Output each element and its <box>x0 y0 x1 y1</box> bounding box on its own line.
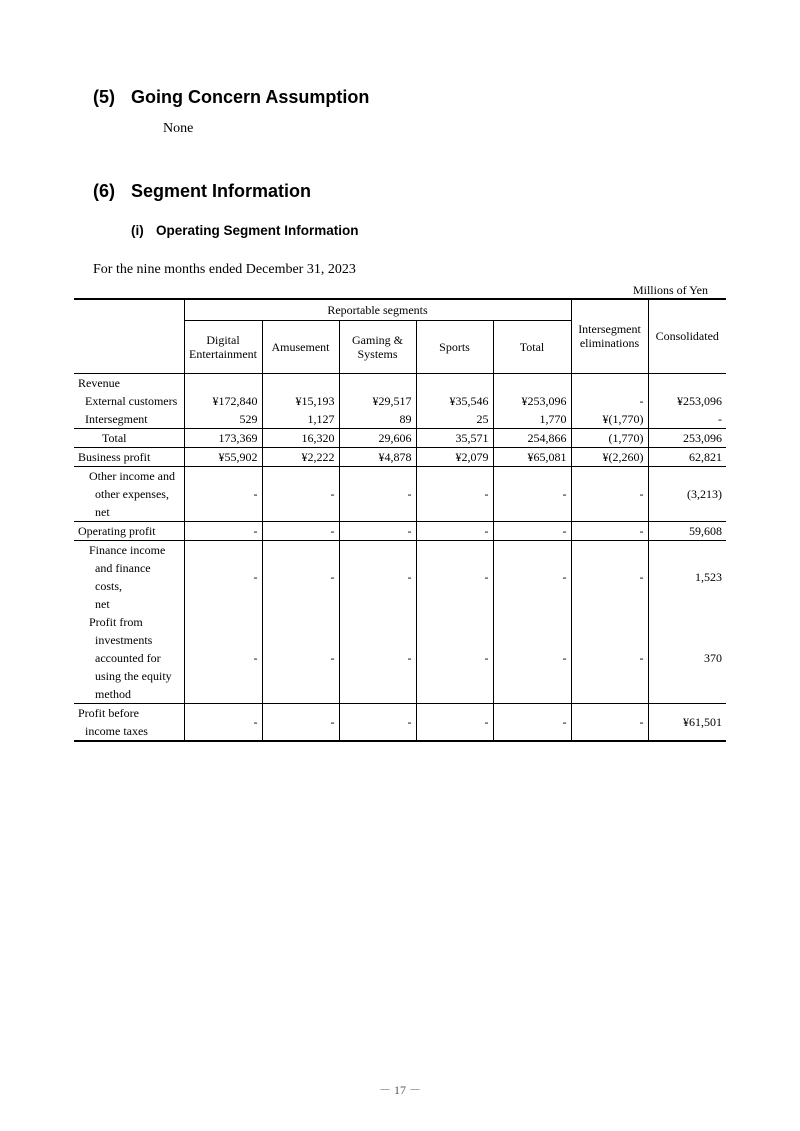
cell-value: - <box>339 521 416 540</box>
cell-value: ¥(2,260) <box>571 447 648 466</box>
cell-value: - <box>184 540 262 613</box>
subsection-number: (i) <box>131 223 144 238</box>
row-label <box>74 540 184 613</box>
cell-value: - <box>571 466 648 521</box>
row-label-line: method <box>95 686 131 701</box>
table-row-other-income <box>74 466 726 521</box>
cell-value: 529 <box>184 410 262 429</box>
empty-cell <box>262 373 339 392</box>
cell-value: ¥(1,770) <box>571 410 648 429</box>
cell-value: - <box>416 521 493 540</box>
cell-value: 1,127 <box>262 410 339 429</box>
cell-value: - <box>262 521 339 540</box>
row-label-line: net <box>95 504 110 519</box>
cell-value: - <box>571 613 648 704</box>
cell-value: 89 <box>339 410 416 429</box>
cell-value: ¥2,222 <box>262 447 339 466</box>
row-label-line: investments <box>95 632 153 647</box>
cell-value: - <box>493 521 571 540</box>
empty-cell <box>184 373 262 392</box>
cell-value: - <box>571 521 648 540</box>
table-row-external-customers <box>74 392 726 410</box>
cell-value: ¥253,096 <box>493 392 571 410</box>
col-header-amusement: Amusement <box>262 320 339 373</box>
cell-value: - <box>339 466 416 521</box>
row-label-line: Other income and <box>89 468 175 483</box>
row-label-line: and finance costs, <box>95 560 151 593</box>
cell-value: 253,096 <box>648 428 726 447</box>
row-label-line: net <box>95 596 110 611</box>
table-row <box>74 373 726 392</box>
cell-value: 1,770 <box>493 410 571 429</box>
cell-value: - <box>184 613 262 704</box>
section-heading-segment-information <box>93 181 311 202</box>
cell-value: ¥4,878 <box>339 447 416 466</box>
cell-value: - <box>571 540 648 613</box>
units-label: Millions of Yen <box>632 283 708 297</box>
cell-value: - <box>184 703 262 741</box>
cell-value: - <box>339 540 416 613</box>
cell-value: (3,213) <box>648 466 726 521</box>
cell-value: 62,821 <box>648 447 726 466</box>
row-label-line: Profit before <box>78 705 139 720</box>
col-header-gaming-systems: Gaming & Systems <box>339 320 416 373</box>
row-label-line: accounted for <box>95 650 161 665</box>
cell-value: - <box>262 540 339 613</box>
cell-value: ¥253,096 <box>648 392 726 410</box>
cell-value: - <box>184 466 262 521</box>
col-header-total: Total <box>493 320 571 373</box>
cell-value: - <box>416 703 493 741</box>
cell-value: ¥35,546 <box>416 392 493 410</box>
cell-value: - <box>416 613 493 704</box>
cell-value: ¥65,081 <box>493 447 571 466</box>
cell-value: - <box>416 466 493 521</box>
cell-value: - <box>184 521 262 540</box>
cell-value: (1,770) <box>571 428 648 447</box>
header-empty-cell <box>74 299 184 373</box>
section-title: Going Concern Assumption <box>131 87 370 107</box>
cell-value: - <box>493 613 571 704</box>
empty-cell <box>416 373 493 392</box>
row-label: Business profit <box>74 447 184 466</box>
col-header-sports: Sports <box>416 320 493 373</box>
cell-value: 35,571 <box>416 428 493 447</box>
table-row-total <box>74 428 726 447</box>
cell-value: - <box>416 540 493 613</box>
row-label-line: other expenses, <box>95 486 169 501</box>
page-number: － 17 － <box>378 1083 421 1097</box>
section-number: (5) <box>93 87 115 107</box>
cell-value: 29,606 <box>339 428 416 447</box>
cell-value: ¥15,193 <box>262 392 339 410</box>
empty-cell <box>339 373 416 392</box>
col-header-digital-entertainment: Digital Entertainment <box>184 320 262 373</box>
cell-value: - <box>339 613 416 704</box>
cell-value: 16,320 <box>262 428 339 447</box>
row-label-line: Profit from <box>89 614 143 629</box>
cell-value: 173,369 <box>184 428 262 447</box>
row-label-line: Finance income <box>89 542 166 557</box>
table-header-group-row <box>74 299 726 320</box>
cell-value: ¥55,902 <box>184 447 262 466</box>
cell-value: 25 <box>416 410 493 429</box>
col-header-consolidated: Consolidated <box>648 299 726 373</box>
row-label-line: income taxes <box>85 723 148 738</box>
table-row-intersegment <box>74 410 726 429</box>
section-heading-going-concern <box>93 87 369 108</box>
cell-value: - <box>262 466 339 521</box>
subsection-title: Operating Segment Information <box>156 223 359 238</box>
cell-value: - <box>493 466 571 521</box>
row-label: Total <box>74 428 184 447</box>
table-row-business-profit <box>74 447 726 466</box>
row-label <box>74 703 184 741</box>
cell-value: ¥172,840 <box>184 392 262 410</box>
table-row-equity-method <box>74 613 726 704</box>
table-row-finance-income <box>74 540 726 613</box>
cell-value: - <box>493 540 571 613</box>
section-title: Segment Information <box>131 181 312 201</box>
row-label <box>74 466 184 521</box>
cell-value: ¥2,079 <box>416 447 493 466</box>
cell-value: 254,866 <box>493 428 571 447</box>
table-row-operating-profit <box>74 521 726 540</box>
cell-value: - <box>339 703 416 741</box>
empty-cell <box>493 373 571 392</box>
cell-value: - <box>262 613 339 704</box>
period-caption: For the nine months ended December 31, 2023 <box>93 262 356 277</box>
row-label-revenue: Revenue <box>74 373 184 392</box>
empty-cell <box>571 373 648 392</box>
row-label: Intersegment <box>74 410 184 429</box>
cell-value: - <box>262 703 339 741</box>
cell-value: - <box>648 410 726 429</box>
cell-value: ¥61,501 <box>648 703 726 741</box>
row-label: Operating profit <box>74 521 184 540</box>
cell-value: 1,523 <box>648 540 726 613</box>
section-number: (6) <box>93 181 115 201</box>
cell-value: - <box>571 392 648 410</box>
subsection-heading <box>131 223 359 238</box>
cell-value: - <box>571 703 648 741</box>
row-label-line: using the equity <box>95 668 172 683</box>
empty-cell <box>648 373 726 392</box>
table-row-profit-before-tax <box>74 703 726 741</box>
row-label <box>74 613 184 704</box>
going-concern-body: None <box>163 121 194 136</box>
cell-value: 370 <box>648 613 726 704</box>
row-label: External customers <box>85 393 178 408</box>
cell-value: - <box>493 703 571 741</box>
col-header-intersegment-eliminations: Intersegment eliminations <box>571 299 648 373</box>
cell-value: ¥29,517 <box>339 392 416 410</box>
segment-table <box>74 298 726 742</box>
group-header-reportable-segments: Reportable segments <box>184 299 571 320</box>
cell-value: 59,608 <box>648 521 726 540</box>
